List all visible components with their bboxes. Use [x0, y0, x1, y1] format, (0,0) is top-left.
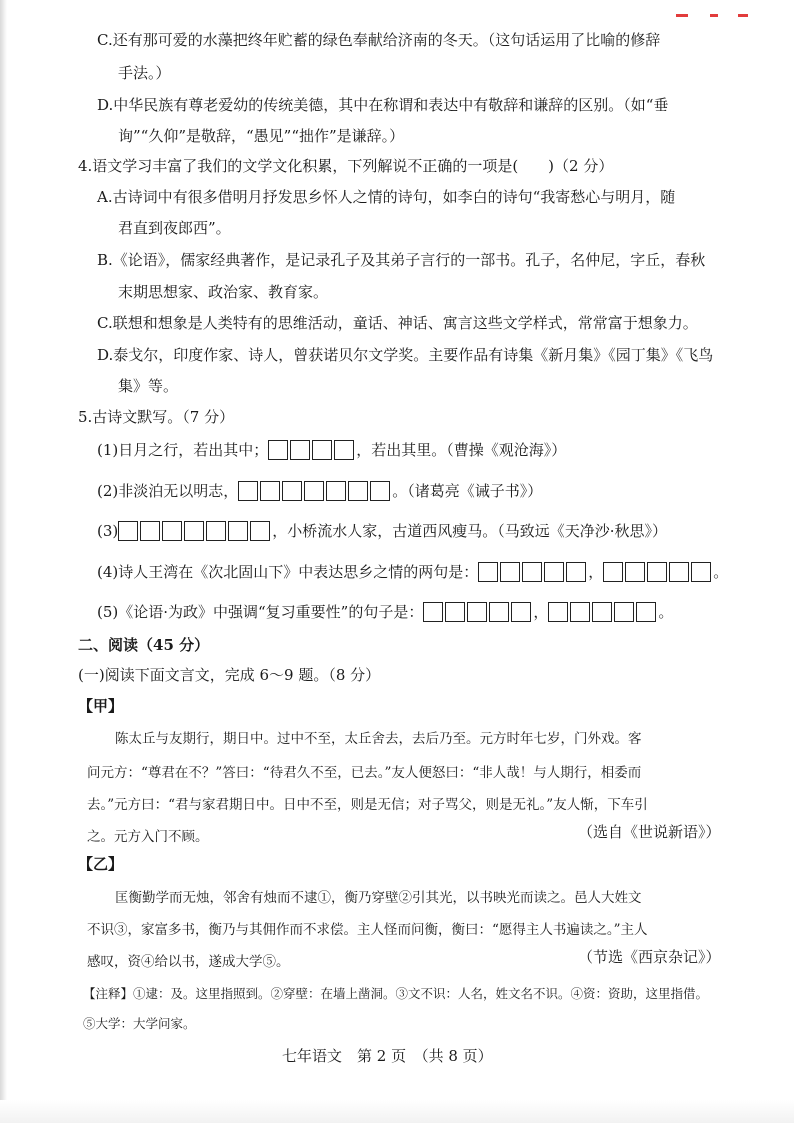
fill-blank-3-source: ，小桥流水人家，古道西风瘦马。（马致远《天净沙·秋思》）: [272, 522, 668, 540]
fill-blank-3: [97, 521, 667, 541]
passage-yi-line1: 匡衡勤学而无烛，邻舍有烛而不逮①，衡乃穿壁②引其光，以书映光而读之。邑人大姓文: [115, 890, 642, 906]
answer-box[interactable]: [489, 602, 509, 622]
answer-boxes[interactable]: [423, 603, 533, 621]
answer-box[interactable]: [566, 562, 586, 582]
page-footer: 七年语文 第 2 页 （共 8 页）: [282, 1047, 493, 1065]
answer-box[interactable]: [467, 602, 487, 622]
answer-box[interactable]: [522, 562, 542, 582]
q4-option-c: C.联想和想象是人类特有的思维活动，童话、神话、寓言这些文学样式，常常富于想象力。: [97, 314, 698, 332]
answer-box[interactable]: [423, 602, 443, 622]
passage-yi-source: （节选《西京杂记》）: [578, 948, 721, 966]
passage-yi-line2: 不识③，家富多书，衡乃与其佣作而不求偿。主人怪而问衡，衡曰：“愿得主人书遍读之。”主人: [87, 922, 648, 938]
comma: ，: [533, 603, 549, 621]
answer-box[interactable]: [636, 602, 656, 622]
passage-jia-tag: 【甲】: [78, 697, 124, 715]
q3-option-c-line2: 手法。）: [118, 64, 171, 82]
passage-jia-line4: 之。元方入门不顾。: [87, 829, 209, 845]
answer-box[interactable]: [260, 481, 280, 501]
answer-boxes[interactable]: [603, 563, 713, 581]
fill-blank-1-prompt: (1)日月之行，若出其中；: [97, 441, 269, 459]
period: 。: [713, 563, 729, 581]
section-2-heading: 二、阅读（45 分）: [78, 636, 210, 654]
answer-box[interactable]: [478, 562, 498, 582]
answer-box[interactable]: [603, 562, 623, 582]
answer-box[interactable]: [445, 602, 465, 622]
q5-stem: 5.古诗文默写。（7 分）: [78, 408, 235, 426]
answer-box[interactable]: [250, 521, 270, 541]
answer-box[interactable]: [184, 521, 204, 541]
q4-option-a-line1: A.古诗词中有很多借明月抒发思乡怀人之情的诗句，如李白的诗句“我寄愁心与明月，随: [97, 188, 676, 206]
passage-yi-line3: 感叹，资④给以书，遂成大学⑤。: [87, 954, 290, 970]
q3-option-d-line2: 询”“久仰”是敬辞，“愚见”“拙作”是谦辞。）: [118, 127, 405, 145]
answer-box[interactable]: [625, 562, 645, 582]
answer-box[interactable]: [206, 521, 226, 541]
scan-edge-shadow: [0, 0, 7, 1123]
q3-option-c-line1: C.还有那可爱的水藻把终年贮蓄的绿色奉献给济南的冬天。（这句话运用了比喻的修辞: [97, 31, 661, 49]
answer-boxes[interactable]: [118, 522, 272, 540]
fill-blank-5-prompt: (5)《论语·为政》中强调“复习重要性”的句子是：: [97, 603, 424, 621]
answer-box[interactable]: [691, 562, 711, 582]
q4-option-b-line1: B.《论语》，儒家经典著作，是记录孔子及其弟子言行的一部书。孔子，名仲尼，字丘，春秋: [97, 251, 706, 269]
answer-box[interactable]: [118, 521, 138, 541]
answer-box[interactable]: [348, 481, 368, 501]
answer-box[interactable]: [370, 481, 390, 501]
fill-blank-2-source: 。（诸葛亮《诫子书》）: [392, 482, 543, 500]
answer-box[interactable]: [544, 562, 564, 582]
period: 。: [658, 603, 674, 621]
answer-box[interactable]: [282, 481, 302, 501]
scan-bottom-band: [0, 1100, 794, 1123]
answer-boxes[interactable]: [268, 441, 356, 459]
passage-jia-line3: 去。”元方曰：“君与家君期日中。日中不至，则是无信；对子骂父，则是无礼。”友人惭，下车引: [87, 797, 648, 813]
answer-box[interactable]: [500, 562, 520, 582]
corner-mark: [710, 14, 718, 17]
answer-box[interactable]: [548, 602, 568, 622]
annotation-line2: ⑤大学：大学问家。: [83, 1016, 196, 1031]
passage-jia-line1: 陈太丘与友期行，期日中。过中不至，太丘舍去，去后乃至。元方时年七岁，门外戏。客: [115, 731, 642, 747]
fill-blank-2: [97, 481, 542, 501]
corner-mark: [676, 14, 688, 17]
q4-stem: 4.语文学习丰富了我们的文学文化积累，下列解说不正确的一项是( )（2 分）: [78, 157, 614, 175]
q4-option-d-line1: D.泰戈尔，印度作家、诗人，曾获诺贝尔文学奖。主要作品有诗集《新月集》《园丁集》《飞鸟: [97, 346, 714, 364]
answer-box[interactable]: [511, 602, 531, 622]
fill-blank-5: [97, 602, 673, 622]
answer-box[interactable]: [268, 440, 288, 460]
answer-boxes[interactable]: [238, 482, 392, 500]
passage-yi-tag: 【乙】: [78, 855, 124, 873]
fill-blank-4-prompt: (4)诗人王湾在《次北固山下》中表达思乡之情的两句是：: [97, 563, 479, 581]
q4-option-d-line2: 集》等。: [118, 377, 179, 395]
answer-box[interactable]: [140, 521, 160, 541]
fill-blank-1: [97, 440, 566, 460]
answer-box[interactable]: [304, 481, 324, 501]
answer-box[interactable]: [614, 602, 634, 622]
answer-box[interactable]: [162, 521, 182, 541]
answer-box[interactable]: [312, 440, 332, 460]
q4-option-b-line2: 末期思想家、政治家、教育家。: [118, 283, 329, 301]
answer-box[interactable]: [326, 481, 346, 501]
answer-box[interactable]: [290, 440, 310, 460]
fill-blank-2-prompt: (2)非淡泊无以明志，: [97, 482, 239, 500]
answer-box[interactable]: [238, 481, 258, 501]
passage-jia-source: （选自《世说新语》）: [578, 823, 721, 841]
subsection-1-heading: (一)阅读下面文言文，完成 6～9 题。（8 分）: [78, 666, 381, 684]
answer-box[interactable]: [592, 602, 612, 622]
q3-option-d-line1: D.中华民族有尊老爱幼的传统美德，其中在称谓和表达中有敬辞和谦辞的区别。（如“垂: [97, 96, 669, 114]
comma: ，: [588, 563, 604, 581]
fill-blank-1-source: ，若出其里。（曹操《观沧海》）: [356, 441, 567, 459]
fill-blank-3-prompt: (3): [97, 522, 119, 540]
fill-blank-4: [97, 562, 728, 582]
answer-box[interactable]: [570, 602, 590, 622]
answer-boxes[interactable]: [478, 563, 588, 581]
answer-box[interactable]: [669, 562, 689, 582]
answer-box[interactable]: [334, 440, 354, 460]
q4-option-a-line2: 君直到夜郎西”。: [118, 219, 231, 237]
answer-box[interactable]: [647, 562, 667, 582]
answer-boxes[interactable]: [548, 603, 658, 621]
annotation-line1: 【注释】①逮：及。这里指照到。②穿壁：在墙上凿洞。③文不识：人名，姓文名不识。④资：资助，这里指借。: [83, 986, 709, 1001]
passage-jia-line2: 问元方：“尊君在不？”答曰：“待君久不至，已去。”友人便怒曰：“非人哉！与人期行，相委而: [87, 765, 642, 781]
answer-box[interactable]: [228, 521, 248, 541]
corner-mark: [738, 14, 748, 17]
